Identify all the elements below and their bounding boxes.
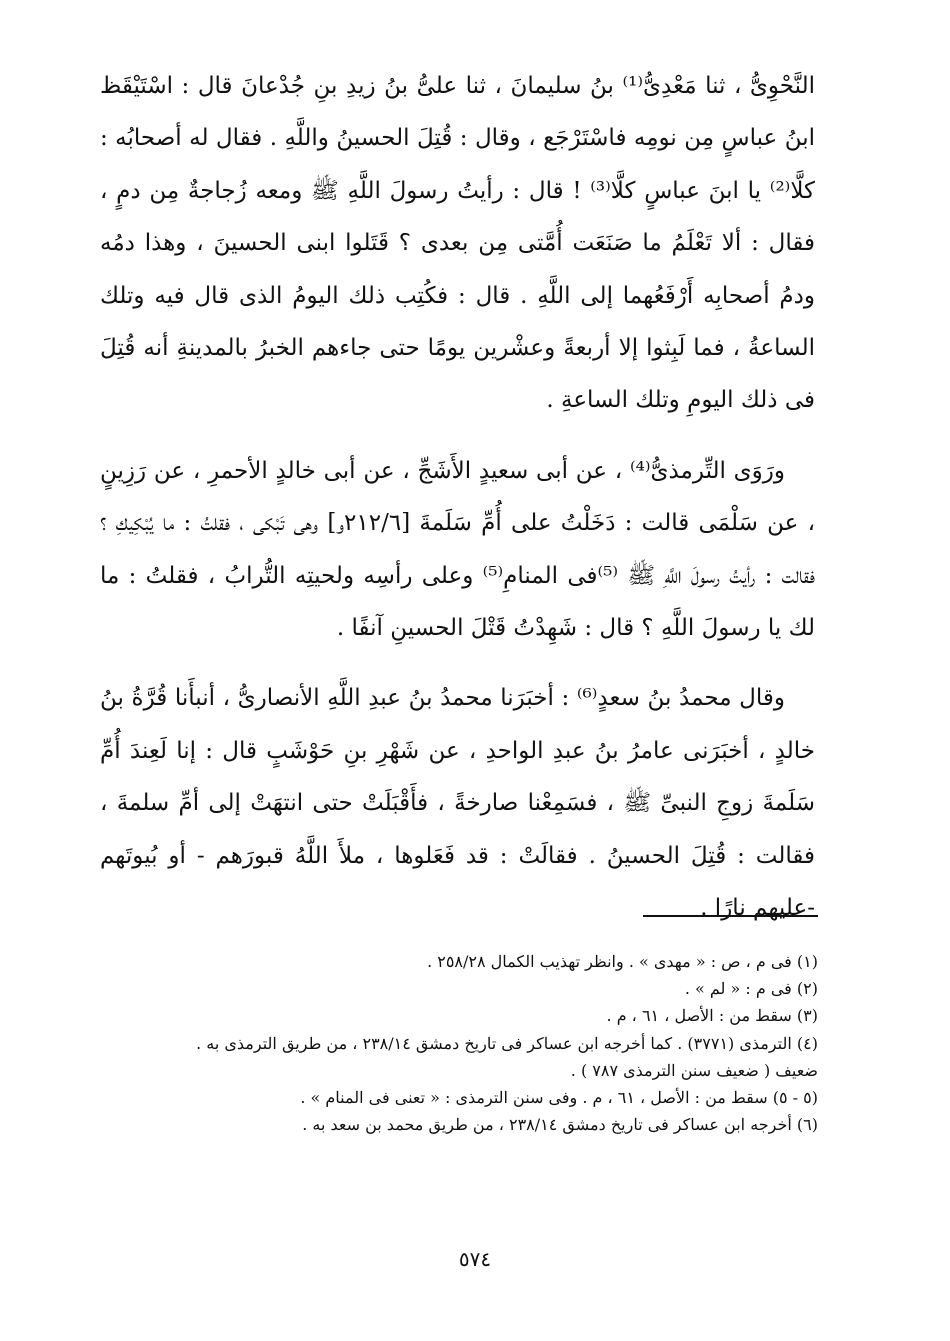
- footnote-2: (٢) فى م : « لم » .: [684, 979, 818, 999]
- paragraph-3: وقال محمدُ بنُ سعدٍ⁽⁶⁾ : أخبَرَنا محمدُ بنُ عبدِ اللَّهِ الأنصارىُّ ، أنبأَنا قُرَّةُ بنُ خالدٍ ، أخبَرَنى عامرُ بنُ عبدِ الواحدِ ، عن شَهْرِ بنِ حَوْشَبٍ قال : إنا لَعِندَ أُمِّ سَلَمةَ زوجِ النبىِّ ﷺ ، فسَمِعْنا صارخةً ، فأَقْبَلَتْ حتى انتهَتْ إلى أمِّ سلمةَ ، فقالت : قُتِلَ الحسينُ . فقالَتْ : قد فَعَلوها ، ملأَ اللَّهُ قبورَهم - أو بُيوتَهم -عليهم نارًا .: [100, 685, 815, 922]
- footnote-4: (٤) الترمذى (٣٧٧١) . كما أخرجه ابن عساكر فى تاريخ دمشق ٢٣٨/١٤ ، من طريق الترمذى به .: [196, 1033, 818, 1053]
- page-number: ٥٧٤: [458, 1247, 492, 1271]
- paragraph-1: النَّحْوِىُّ ، ثنا مَعْدِىُّ⁽¹⁾ بنُ سليمانَ ، ثنا علىُّ بنُ زيدِ بنِ جُدْعانَ قال : اسْتَيْقَظ ابنُ عباسٍ مِن نومِه فاسْتَرْجَع ، وقال : قُتِلَ الحسينُ واللَّهِ . فقال له أصحابُه : كلَّا⁽²⁾ يا ابنَ عباسٍ كلَّا⁽³⁾ ! قال : رأيتُ رسولَ اللَّهِ ﷺ ومعه زُجاجةٌ مِن دمٍ ، فقال : ألا تَعْلَمُ ما صَنَعَت أُمَّتى مِن بعدى ؟ قَتَلوا ابنى الحسينَ ، وهذا دمُه ودمُ أصحابِه أَرْفَعُهما إلى اللَّهِ . قال : فكُتِب ذلك اليومُ الذى قال فيه وتلك الساعةُ ، فما لَبِثوا إلا أربعةً وعشْرين يومًا حتى جاءهم الخبرُ بالمدينةِ أنه قُتِلَ فى ذلك اليومِ وتلك الساعةِ .: [100, 73, 815, 414]
- footnote-3: (٣) سقط من : الأصل ، ٦١ ، م .: [606, 1006, 818, 1026]
- footnote-5: (٥ - ٥) سقط من : الأصل ، ٦١ ، م . وفى سنن الترمذى : « تعنى فى المنام » .: [300, 1088, 818, 1108]
- footnote-1: (١) فى م ، ص : « مهدى » . وانظر تهذيب الكمال ٢٥٨/٢٨ .: [427, 952, 818, 971]
- footnotes: [90, 948, 818, 1138]
- main-text: [100, 60, 815, 953]
- footnote-6: (٦) أخرجه ابن عساكر فى تاريخ دمشق ٢٣٨/١٤ ، من طريق محمد بن سعد به .: [302, 1115, 818, 1135]
- footnote-4-continued: ضعيف ( ضعيف سنن الترمذى ٧٨٧ ) .: [570, 1060, 818, 1080]
- footnote-divider: [643, 915, 818, 917]
- paragraph-2: ورَوَى التِّرمذىُّ⁽⁴⁾ ، عن أبى سعيدٍ الأَشَجِّ ، عن أبى خالدٍ الأحمرِ ، عن رَزِينٍ ، عن سَلْمَى قالت : دَخَلْتُ على أُمِّ سَلَمةَ [٢١٢/٦و] وهى تَبْكى ، فقلتُ : ما يُبْكِيكِ ؟ فقالت : رأيتُ رسولَ اللَّهِ ﷺ ⁽⁵⁾فى المنامِ⁽⁵⁾ وعلى رأسِه ولحيتِه التُّرابُ ، فقلتُ : ما لك يا رسولَ اللَّهِ ؟ قال : شَهِدْتُ قَتْلَ الحسينِ آنفًا .: [100, 457, 815, 642]
